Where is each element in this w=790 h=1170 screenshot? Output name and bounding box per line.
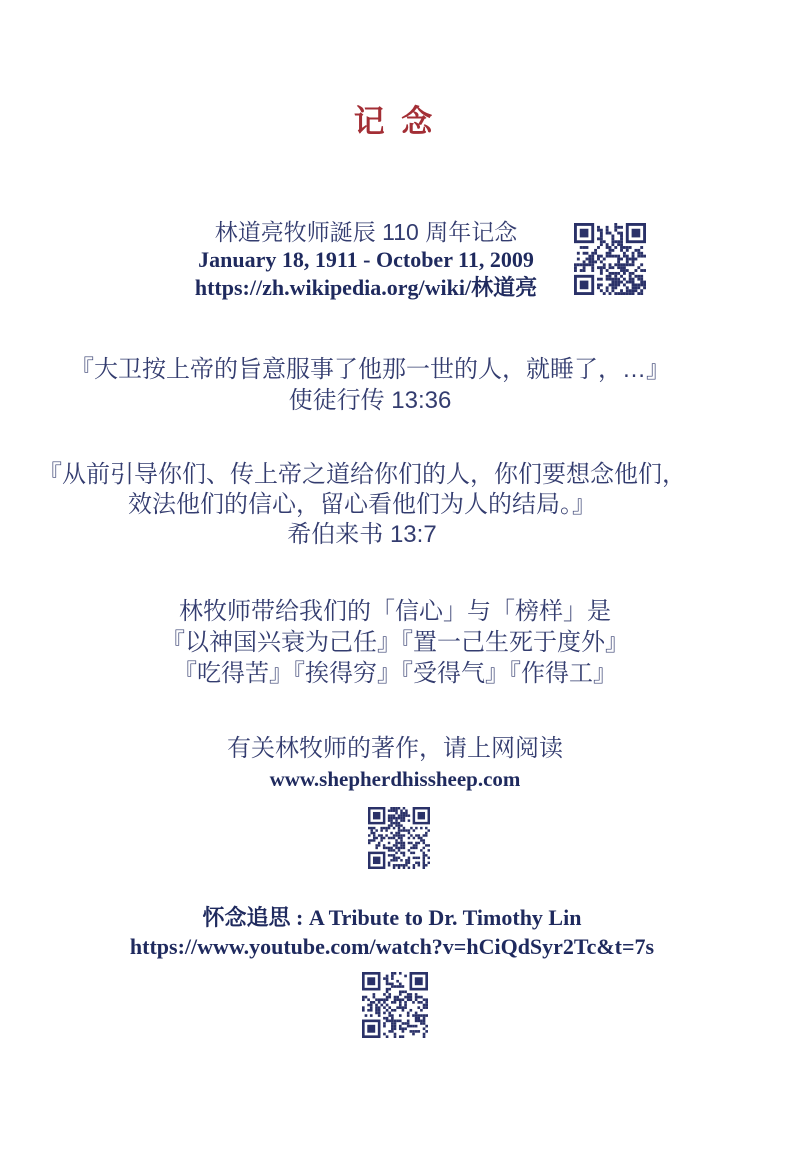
memorial-heading: 林道亮牧师誕辰 110 周年记念 bbox=[214, 219, 518, 245]
legacy-line2: 『以神国兴衰为己任』『置一己生死于度外』 bbox=[161, 629, 629, 656]
scripture-hebrews-block bbox=[0, 460, 724, 550]
books-intro: 有关林牧师的著作，请上网阅读 bbox=[227, 735, 563, 762]
wikipedia-url: https://zh.wikipedia.org/wiki/林道亮 bbox=[194, 275, 538, 300]
scripture-acts-quote: 『大卫按上帝的旨意服事了他那一世的人，就睡了，…』 bbox=[70, 356, 670, 383]
memorial-dates: January 18, 1911 - October 11, 2009 bbox=[198, 247, 534, 272]
tribute-block bbox=[0, 903, 784, 961]
books-block bbox=[0, 734, 790, 794]
youtube-qr-code bbox=[362, 972, 428, 1038]
shepherdhissheep-qr-code bbox=[368, 807, 430, 869]
scripture-acts-reference: 使徒行传 13:36 bbox=[288, 387, 452, 414]
scripture-hebrews-quote-line2: 效法他们的信心，留心看他们为人的结局。』 bbox=[128, 491, 596, 518]
tribute-heading: 怀念追思 : A Tribute to Dr. Timothy Lin bbox=[202, 905, 582, 930]
scripture-acts-block bbox=[0, 354, 740, 416]
legacy-block bbox=[0, 596, 790, 689]
scripture-hebrews-quote-line1: 『从前引导你们、传上帝之道给你们的人，你们要想念他们， bbox=[38, 461, 686, 488]
wikipedia-qr-code bbox=[574, 223, 646, 295]
tribute-youtube-url: https://www.youtube.com/watch?v=hCiQdSyr2Tc&t=7s bbox=[129, 934, 655, 959]
scripture-hebrews-reference: 希伯来书 13:7 bbox=[287, 521, 437, 548]
page-title: 记 念 bbox=[353, 104, 437, 139]
legacy-line1: 林牧师带给我们的「信心」与「榜样」是 bbox=[179, 598, 611, 625]
books-website-url: www.shepherdhissheep.com bbox=[269, 767, 521, 791]
legacy-line3: 『吃得苦』『挨得穷』『受得气』『作得工』 bbox=[173, 660, 617, 687]
